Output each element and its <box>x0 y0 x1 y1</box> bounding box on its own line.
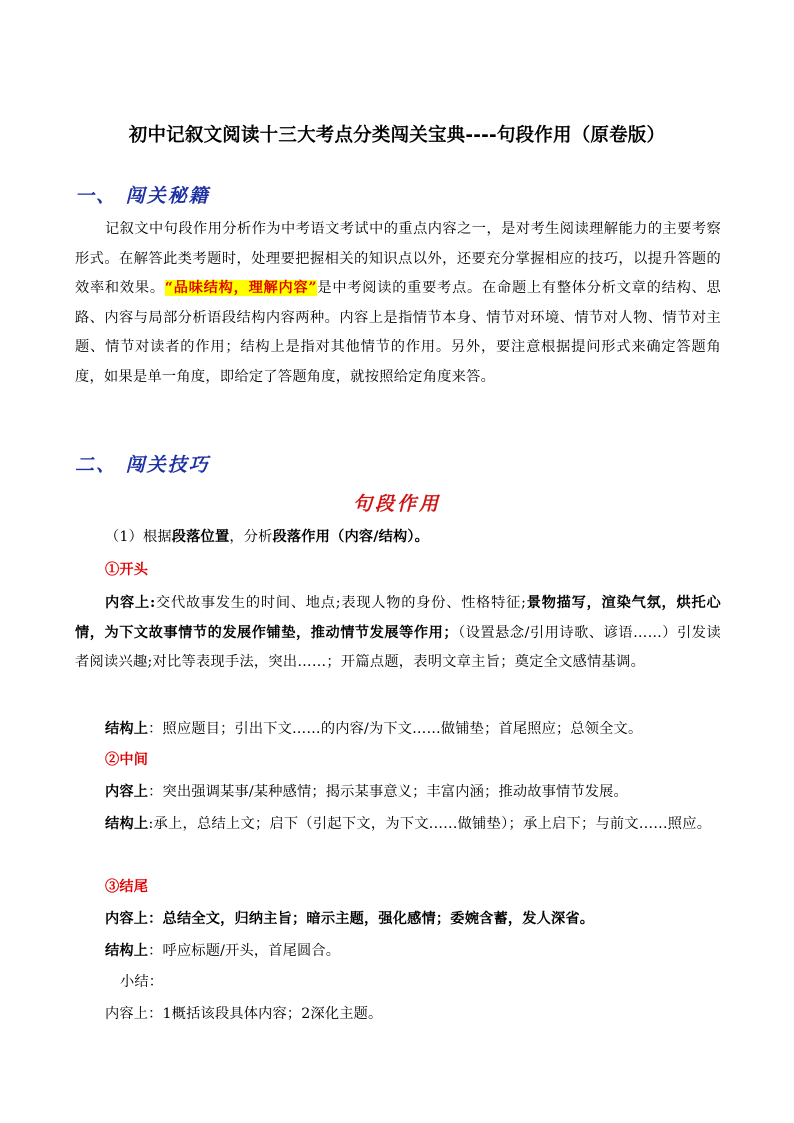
start-content-bold: 景物描写，渲染气氛，烘托心情，为下文故事情节的发展作铺垫，推动情节发展等作用； <box>75 595 721 641</box>
intro-part-c: ，分析 <box>229 529 273 545</box>
middle-structure <box>75 810 721 840</box>
label-start: ①开头 <box>105 562 149 578</box>
label-middle: ②中间 <box>105 752 149 768</box>
intro-part-d: 段落作用（内容/结构）。 <box>272 529 430 545</box>
start-content-a: 交代故事发生的时间、地点;表现人物的身份、性格特征; <box>155 595 527 611</box>
intro-paragraph <box>75 215 721 392</box>
start-structure-text: ：照应题目；引出下文……的内容/为下文……做铺垫；首尾照应；总领全文。 <box>148 721 643 737</box>
intro-text-a: 记叙文中句段作用分析作为中考语文考试中的重点内容之一，是对考生阅读理解能力的主要考察形式。在解答此类考题时，处理要把握相关的知识点以外，还要充分掌握相应的技巧，以提升答题的效率和效果。 <box>75 221 721 296</box>
intro-part-a: （1）根据 <box>105 529 172 545</box>
section-heading-tips: 一、 闯关秘籍 <box>75 185 210 207</box>
start-content-b: （设置悬念/引用诗歌、谚语……）引发读者阅读兴趣;对比等表现手法，突出……；开篇点题，表明文章主旨；奠定全文感情基调。 <box>75 624 721 670</box>
end-structure-label: 结构上 <box>105 943 149 959</box>
end-structure-text: ：呼应标题/开头，首尾圆合。 <box>148 943 341 959</box>
start-structure-label: 结构上 <box>105 721 149 737</box>
intro-part-b: 段落位置 <box>171 529 230 545</box>
label-end: ③结尾 <box>105 879 149 895</box>
highlight-phrase: “品味结构，理解内容” <box>164 280 317 296</box>
start-structure <box>105 715 721 745</box>
middle-structure-text: :承上，总结上文；启下（引起下文，为下文......做铺垫）；承上启下；与前文......照应。 <box>148 816 712 832</box>
position-intro <box>105 523 721 553</box>
summary-label: 小结： <box>120 974 164 990</box>
document-title: 初中记叙文阅读十三大考点分类闯关宝典----句段作用（原卷版） <box>128 125 666 146</box>
middle-structure-label: 结构上 <box>105 816 149 832</box>
section-heading-skills: 二、 闯关技巧 <box>75 454 210 476</box>
middle-content-label: 内容上 <box>105 784 149 800</box>
end-content-text: ：总结全文，归纳主旨；暗示主题，强化感情；委婉含蓄，发人深省。 <box>148 911 595 927</box>
middle-content <box>105 778 721 808</box>
end-content <box>105 905 721 935</box>
summary-text: 内容上：1概括该段具体内容；2深化主题。 <box>105 1006 383 1022</box>
subheading-sentence-role: 句段作用 <box>352 493 441 515</box>
intro-text-b: 是中考阅读的重要考点。在命题上有整体分析文章的结构、思路、内容与局部分析语段结构内容两种。内容上是指情节本身、情节对环境、情节对人物、情节对主题、情节对读者的作用；结构上是指对其他情节的作用。另外，要注意根据提问形式来确定答题角度，如果是单一角度，即给定了答题角度，就按照给定角度来答。 <box>75 280 721 385</box>
start-content <box>75 589 721 678</box>
start-content-label: 内容上: <box>105 595 156 611</box>
end-content-label: 内容上 <box>105 911 149 927</box>
end-structure <box>105 937 721 967</box>
middle-content-text: ：突出强调某事/某种感情；揭示某事意义；丰富内涵；推动故事情节发展。 <box>148 784 628 800</box>
